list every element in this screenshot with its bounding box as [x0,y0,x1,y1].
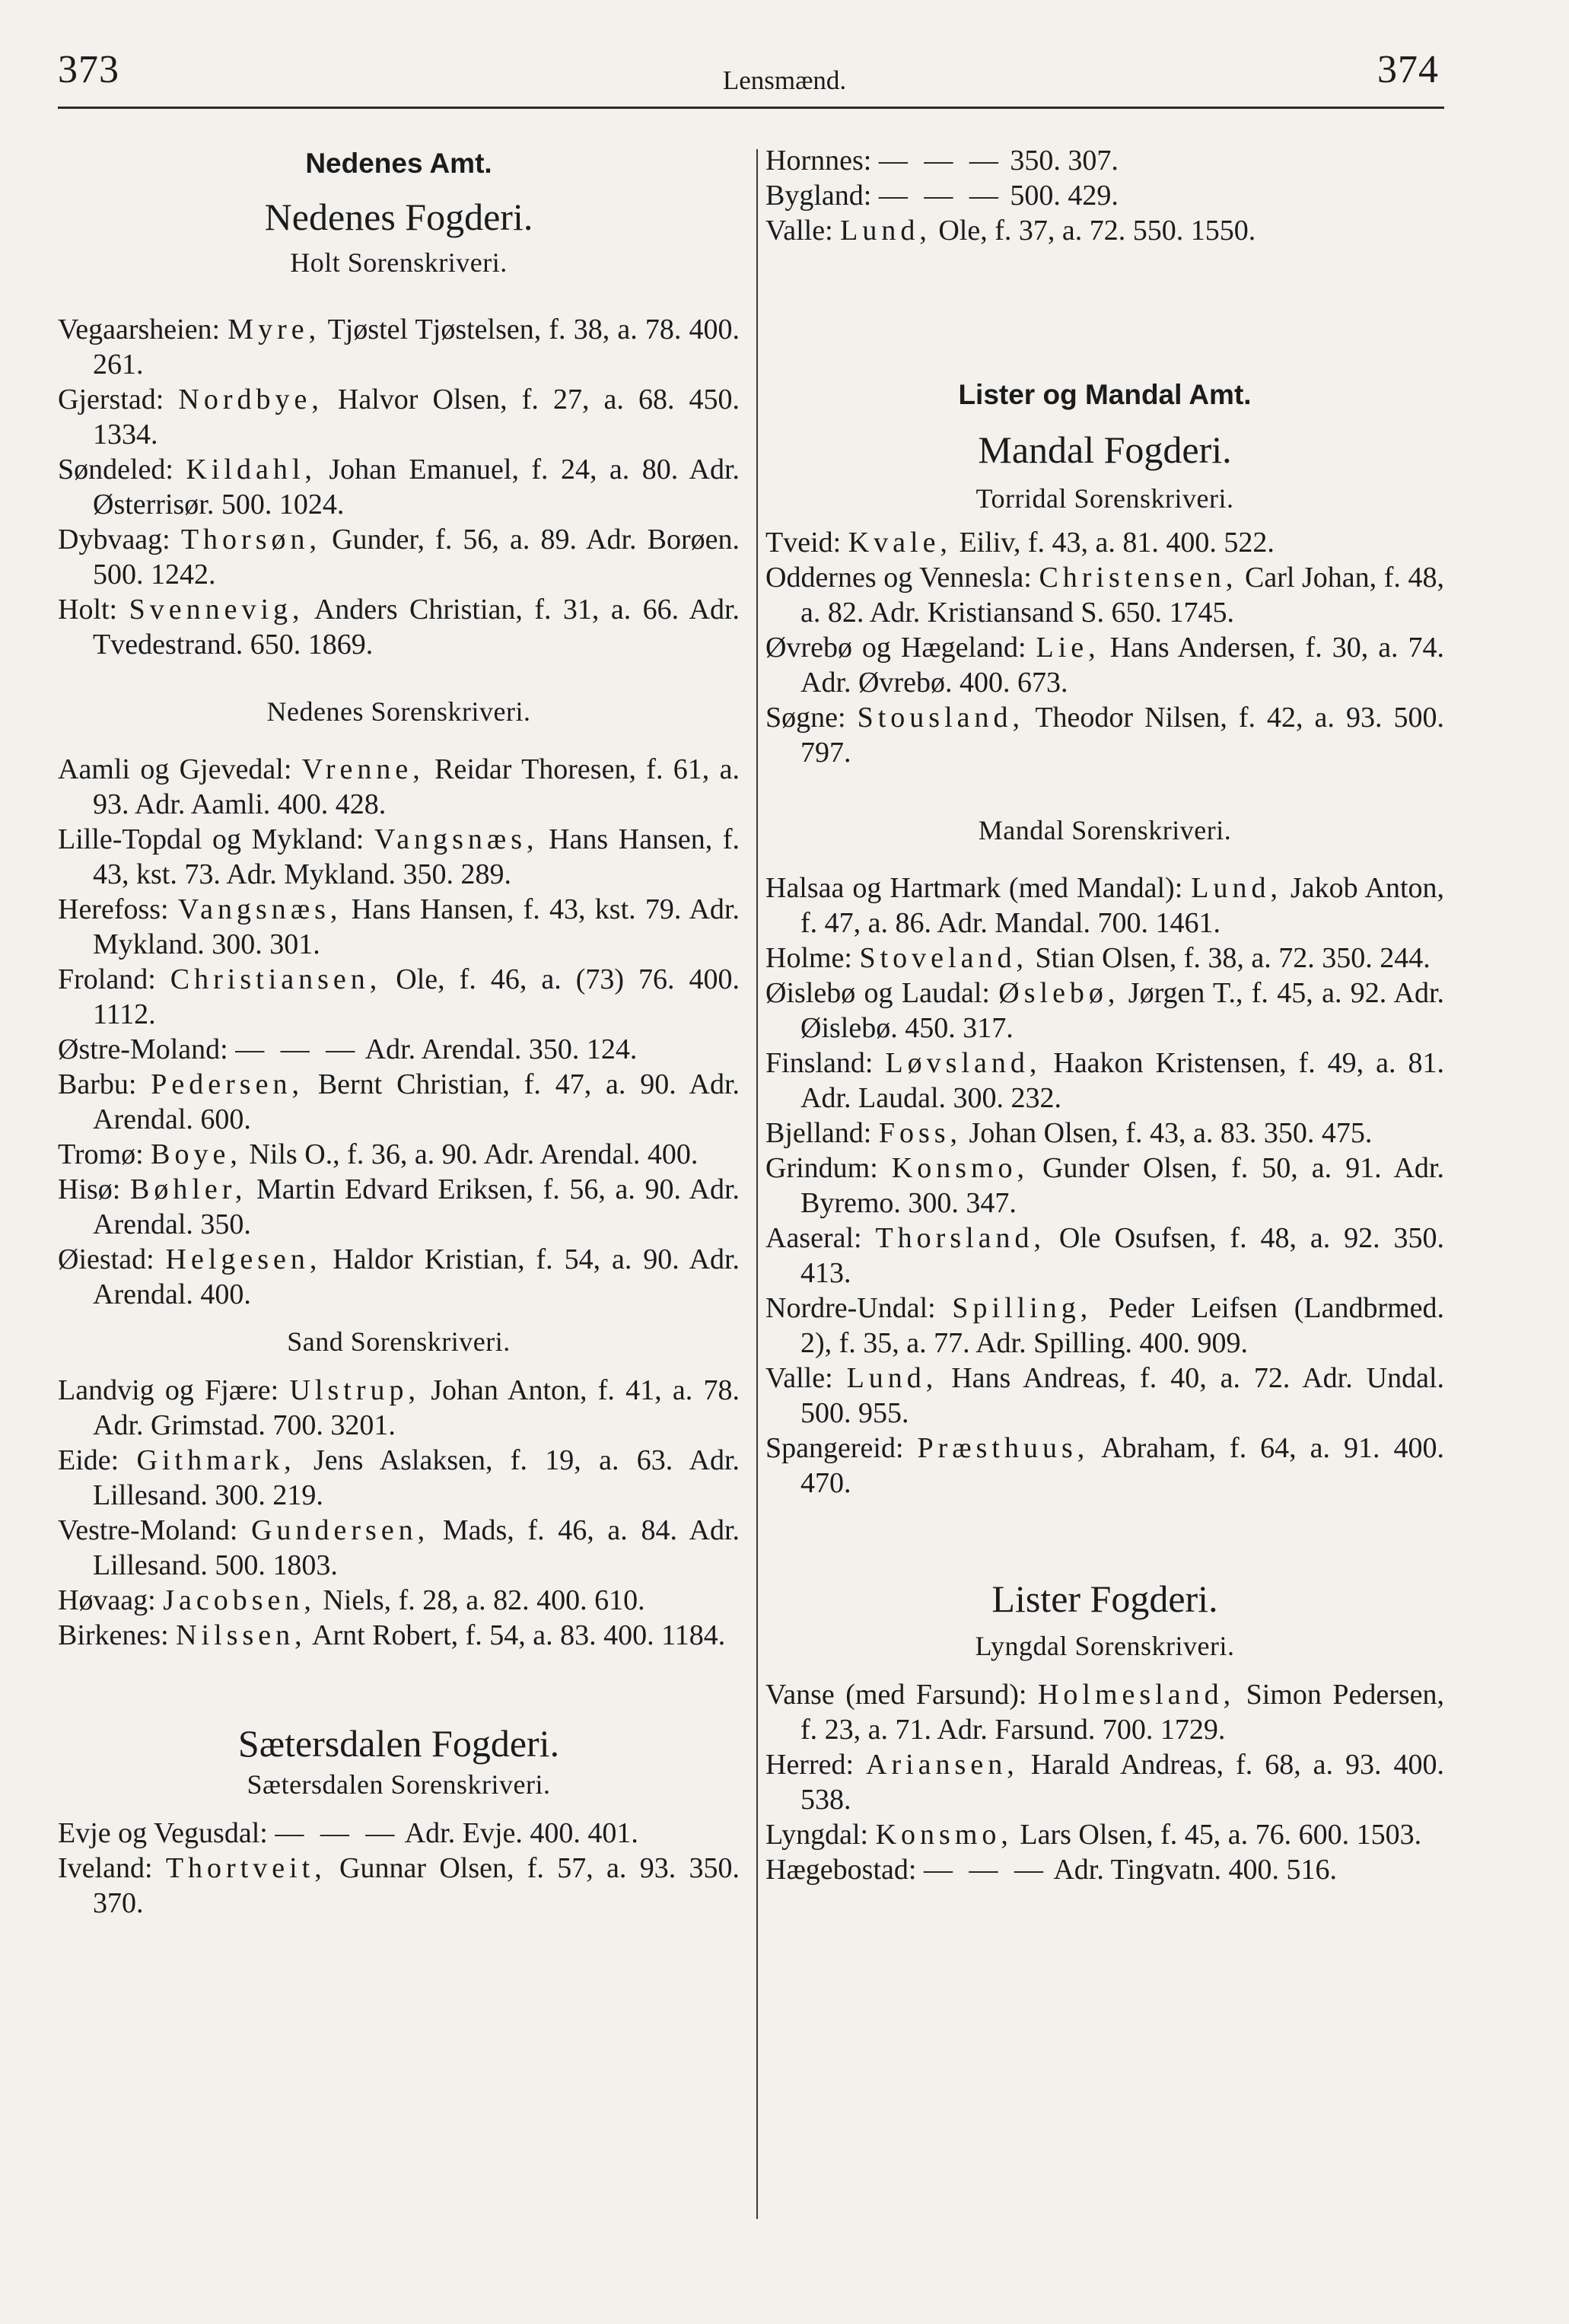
entry-rest: Ole, f. 46, a. (73) 76. 400. 1112. [93,963,740,1030]
entry-place: Oddernes og Vennesla: [765,562,1032,594]
entry-name: Kvale, [848,527,952,559]
entry-name: Ulstrup, [289,1374,420,1406]
list-item [58,1373,740,1443]
list-item [58,1067,740,1137]
entry-place: Valle: [765,1362,833,1394]
list-item [58,1242,740,1312]
entry-place: Eide: [58,1444,119,1476]
entry-rest: Johan Anton, f. 41, a. 78. Adr. Grimstad. 700. 3201. [93,1374,740,1441]
entry-place: Birkenes: [58,1619,169,1651]
entry-rest: Adr. Arendal. 350. 124. [364,1033,638,1065]
entry-name: Ariansen, [866,1749,1019,1781]
entry-rest: Harald Andreas, f. 68, a. 93. 400. 538. [800,1749,1445,1816]
sorenskriveri-heading: Lyngdal Sorenskriveri. [975,1631,1235,1661]
entry-place: Dybvaag: [58,524,170,556]
entry-place: Bjelland: [765,1117,872,1149]
list-item [58,752,740,822]
entry-name: Øslebø, [998,977,1120,1009]
list-item [58,382,740,452]
entry-rest: Gunder Olsen, f. 50, a. 91. Adr. Byremo. 300. 347. [800,1152,1444,1219]
sorenskriveri-heading: Nedenes Sorenskriveri. [266,696,531,727]
fogderi-heading: Nedenes Fogderi. [264,196,533,238]
list-item [765,630,1444,700]
entry-name: Christensen, [1039,562,1238,594]
list-item [765,1852,1444,1887]
entry-name: Svennevig, [129,594,304,626]
header-rule [58,107,1444,109]
entry-list [58,312,740,662]
entry-rest: Lars Olsen, f. 45, a. 76. 600. 1503. [1020,1819,1422,1851]
fogderi-heading: Mandal Fogderi. [978,428,1232,471]
entry-name: — — — [878,145,1003,177]
entry-name: Lund, [1191,872,1282,904]
entry-name: — — — [878,180,1003,212]
list-item [58,522,740,592]
list-item [58,962,740,1032]
entry-place: Søndeled: [58,454,173,485]
entry-name: Foss, [878,1117,963,1149]
entry-rest: Stian Olsen, f. 38, a. 72. 350. 244. [1035,942,1431,974]
entry-name: Myre, [228,314,321,345]
entry-list [765,871,1444,1501]
list-item [58,1443,740,1513]
entry-name: Thorsland, [875,1222,1046,1254]
entry-rest: Carl Johan, f. 48, a. 82. Adr. Kristiansand S. 650. 1745. [800,562,1444,629]
entry-place: Evje og Vegusdal: [58,1817,268,1849]
entry-place: Aaseral: [765,1222,862,1254]
list-item [58,1137,740,1172]
entry-name: Konsmo, [875,1819,1013,1851]
entry-rest: Peder Leifsen (Landbrmed. 2), f. 35, a. 77. Adr. Spilling. 400. 909. [800,1292,1445,1359]
sorenskriveri-heading: Sand Sorenskriveri. [287,1326,511,1357]
entry-rest: Haakon Kristensen, f. 49, a. 81. Adr. Laudal. 300. 232. [800,1047,1445,1114]
list-item [765,700,1444,770]
list-item [58,1172,740,1242]
entry-place: Lille-Topdal og Mykland: [58,823,364,855]
entry-rest: Niels, f. 28, a. 82. 400. 610. [323,1584,645,1616]
list-item [765,1747,1444,1817]
page-number-left: 373 [58,48,119,91]
running-title: Lensmænd. [722,65,847,95]
list-item [58,1032,740,1067]
entry-rest: Bernt Christian, f. 47, a. 90. Adr. Arendal. 600. [93,1068,740,1135]
page-number-right: 374 [1377,48,1439,91]
entry-place: Bygland: [765,180,872,212]
list-item [765,1046,1444,1116]
list-item [765,1361,1444,1431]
list-item [765,1431,1444,1501]
entry-place: Barbu: [58,1068,137,1100]
entry-rest: Gunnar Olsen, f. 57, a. 93. 350. 370. [93,1852,740,1919]
entry-name: Spilling, [952,1292,1093,1324]
entry-name: Gundersen, [251,1514,430,1546]
list-item [58,452,740,522]
entry-name: Thorsøn, [180,524,321,556]
sorenskriveri-heading: Holt Sorenskriveri. [290,247,508,278]
entry-rest: Johan Olsen, f. 43, a. 83. 350. 475. [969,1117,1373,1149]
entry-place: Hisø: [58,1173,121,1205]
entry-rest: Ole, f. 37, a. 72. 550. 1550. [938,215,1256,247]
entry-place: Froland: [58,963,156,995]
sorenskriveri-heading: Mandal Sorenskriveri. [978,815,1232,845]
entry-place: Holt: [58,594,118,626]
entry-rest: Halvor Olsen, f. 27, a. 68. 450. 1334. [93,384,740,450]
entry-rest: Anders Christian, f. 31, a. 66. Adr. Tvedestrand. 650. 1869. [93,594,740,661]
entry-place: Lyngdal: [765,1819,869,1851]
entry-list [58,752,740,1312]
entry-place: Hornnes: [765,145,872,177]
entry-rest: 500. 429. [1010,180,1119,212]
amt-heading: Nedenes Amt. [305,148,492,179]
entry-place: Aamli og Gjevedal: [58,753,292,785]
entry-name: — — — [923,1854,1048,1886]
list-item [765,1817,1444,1852]
entry-rest: Hans Hansen, f. 43, kst. 73. Adr. Mykland. 350. 289. [93,823,740,890]
entry-place: Iveland: [58,1852,153,1884]
entry-name: Lund, [846,1362,938,1394]
entry-name: Bøhler, [129,1173,247,1205]
entry-place: Søgne: [765,702,846,734]
list-item [765,1221,1444,1291]
entry-rest: Adr. Evje. 400. 401. [404,1817,638,1849]
entry-place: Landvig og Fjære: [58,1374,279,1406]
entry-rest: Eiliv, f. 43, a. 81. 400. 522. [959,527,1275,559]
entry-place: Grindum: [765,1152,878,1184]
fogderi-heading: Sætersdalen Fogderi. [237,1722,560,1765]
entry-list [765,525,1444,770]
list-item [765,1677,1444,1747]
list-item [58,1583,740,1618]
list-item [765,1151,1444,1221]
entry-name: Pedersen, [151,1068,304,1100]
list-item [58,1513,740,1583]
entry-rest: Jørgen T., f. 45, a. 92. Adr. Øislebø. 450. 317. [800,977,1445,1044]
entry-rest: Hans Andreas, f. 40, a. 72. Adr. Undal. 500. 955. [800,1362,1445,1429]
entry-place: Herred: [765,1749,855,1781]
entry-place: Hægebostad: [765,1854,917,1886]
entry-place: Finsland: [765,1047,874,1079]
entry-name: Vrenne, [301,753,425,785]
sorenskriveri-heading: Sætersdalen Sorenskriveri. [247,1769,551,1800]
entry-name: Thortveit, [165,1852,326,1884]
entry-name: Jacobsen, [163,1584,316,1616]
entry-rest: 350. 307. [1010,145,1119,177]
entry-place: Holme: [765,942,852,974]
left-column [58,143,740,1921]
entry-name: Kildahl, [186,454,317,485]
list-item [765,560,1444,630]
entry-rest: Haldor Kristian, f. 54, a. 90. Adr. Arendal. 400. [93,1243,740,1310]
entry-rest: Arnt Robert, f. 54, a. 83. 400. 1184. [312,1619,726,1651]
list-item [765,1291,1444,1361]
entry-rest: Jens Aslaksen, f. 19, a. 63. Adr. Lillesand. 300. 219. [93,1444,740,1511]
right-column [765,143,1444,1887]
entry-place: Tromø: [58,1138,144,1170]
entry-place: Vegaarsheien: [58,314,221,345]
entry-name: Løvsland, [885,1047,1042,1079]
entry-name: Stoveland, [859,942,1028,974]
list-item [765,1116,1444,1151]
entry-list [58,1816,740,1921]
entry-name: Præsthuus, [917,1432,1090,1464]
entry-place: Gjerstad: [58,384,164,415]
list-item [58,822,740,892]
entry-rest: Reidar Thoresen, f. 61, a. 93. Adr. Aamli. 400. 428. [93,753,740,820]
entry-place: Høvaag: [58,1584,156,1616]
entry-place: Østre-Moland: [58,1033,228,1065]
list-item [765,213,1444,248]
list-item [765,143,1444,178]
entry-place: Spangereid: [765,1432,904,1464]
list-item [765,871,1444,941]
entry-rest: Adr. Tingvatn. 400. 516. [1053,1854,1338,1886]
list-item [765,525,1444,560]
entry-rest: Johan Emanuel, f. 24, a. 80. Adr. Østerrisør. 500. 1024. [93,454,740,521]
entry-rest: Ole Osufsen, f. 48, a. 92. 350. 413. [800,1222,1444,1289]
entry-list [765,1677,1444,1887]
entry-place: Tveid: [765,527,842,559]
entry-name: Vangsnæs, [177,893,342,925]
list-item [765,941,1444,976]
entry-name: Stousland, [857,702,1024,734]
entry-name: Boye, [151,1138,242,1170]
entry-list [765,143,1444,248]
list-item [765,178,1444,213]
entry-rest: Hans Andersen, f. 30, a. 74. Adr. Øvrebø. 400. 673. [800,632,1445,699]
entry-place: Øvrebø og Hægeland: [765,632,1026,664]
amt-heading: Lister og Mandal Amt. [958,379,1252,410]
entry-name: Vangsnæs, [374,823,539,855]
list-item [58,1816,740,1851]
entry-rest: Simon Pedersen, f. 23, a. 71. Adr. Farsund. 700. 1729. [800,1679,1445,1746]
entry-rest: Martin Edvard Eriksen, f. 56, a. 90. Adr. Arendal. 350. [93,1173,740,1240]
entry-place: Valle: [765,215,833,247]
entry-name: Githmark, [136,1444,296,1476]
entry-name: Nordbye, [178,384,323,415]
entry-name: Lie, [1036,632,1100,664]
entry-rest: Theodor Nilsen, f. 42, a. 93. 500. 797. [800,702,1444,769]
entry-place: Herefoss: [58,893,169,925]
list-item [58,892,740,962]
list-item [58,1618,740,1653]
entry-rest: Mads, f. 46, a. 84. Adr. Lillesand. 500. 1803. [93,1514,740,1581]
entry-list [58,1373,740,1653]
entry-place: Øiestad: [58,1243,154,1275]
entry-place: Halsaa og Hartmark (med Mandal): [765,872,1183,904]
list-item [58,1851,740,1921]
entry-name: — — — [235,1033,360,1065]
list-item [58,312,740,382]
fogderi-heading: Lister Fogderi. [991,1577,1218,1620]
entry-name: — — — [275,1817,399,1849]
entry-name: Konsmo, [891,1152,1030,1184]
entry-place: Nordre-Undal: [765,1292,936,1324]
entry-place: Øislebø og Laudal: [765,977,990,1009]
entry-rest: Jakob Anton, f. 47, a. 86. Adr. Mandal. 700. 1461. [800,872,1445,939]
entry-name: Nilssen, [176,1619,307,1651]
entry-rest: Gunder, f. 56, a. 89. Adr. Borøen. 500. 1242. [93,524,740,591]
column-divider [756,149,758,2219]
entry-name: Helgesen, [165,1243,322,1275]
list-item [765,976,1444,1046]
entry-name: Christiansen, [170,963,382,995]
entry-place: Vestre-Moland: [58,1514,238,1546]
entry-rest: Abraham, f. 64, a. 91. 400. 470. [800,1432,1444,1499]
entry-rest: Hans Hansen, f. 43, kst. 79. Adr. Mykland. 300. 301. [93,893,740,960]
sorenskriveri-heading: Torridal Sorenskriveri. [975,483,1234,514]
entry-place: Vanse (med Farsund): [765,1679,1027,1711]
entry-rest: Nils O., f. 36, a. 90. Adr. Arendal. 400. [249,1138,699,1170]
entry-rest: Tjøstel Tjøstelsen, f. 38, a. 78. 400. 261. [93,314,740,380]
entry-name: Holmesland, [1037,1679,1236,1711]
list-item [58,592,740,662]
entry-name: Lund, [840,215,931,247]
